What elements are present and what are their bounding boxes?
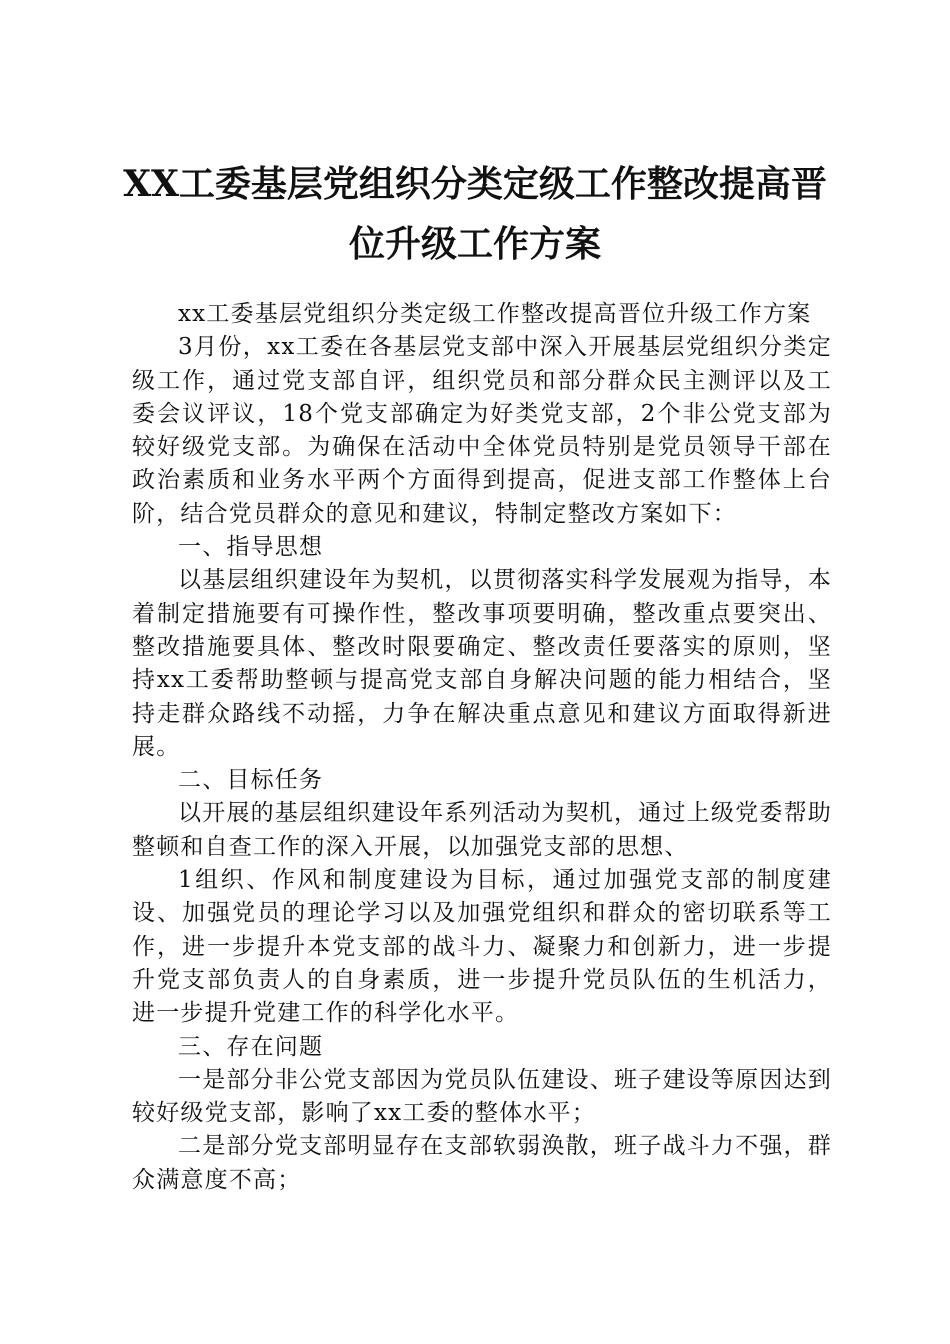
section-heading-problems: 三、存在问题 <box>178 1033 324 1060</box>
document-body <box>132 298 832 1197</box>
paragraph-goals-part-1: 以开展的基层组织建设年系列活动为契机，通过上级党委帮助整顿和自查工作的深入开展，以加强党支部的思想、 <box>132 800 832 860</box>
section-heading-goals: 二、目标任务 <box>178 767 324 794</box>
document-title-line-2: 位升级工作方案 <box>348 223 601 265</box>
paragraph-heading-repeat: xx工委基层党组织分类定级工作整改提高晋位升级工作方案 <box>178 301 812 327</box>
document-title-line-1: XX工委基层党组织分类定级工作整改提高晋 <box>123 163 827 205</box>
paragraph-problem-1: 一是部分非公党支部因为党员队伍建设、班子建设等原因达到较好级党支部，影响了xx工委的整体水平； <box>132 1066 832 1127</box>
paragraph-problem-2: 二是部分党支部明显存在支部软弱涣散，班子战斗力不强，群众满意度不高； <box>132 1133 832 1193</box>
paragraph-goals-part-2: 1组织、作风和制度建设为目标，通过加强党支部的制度建设、加强党员的理论学习以及加强党组织和群众的密切联系等工作，进一步提升本党支部的战斗力、凝聚力和创新力，进一步提升党支部负责人的自身素质，进一步提升党员队伍的生机活力，进一步提升党建工作的科学化水平。 <box>132 867 832 1027</box>
section-heading-guiding-thought: 一、指导思想 <box>178 534 324 561</box>
paragraph-intro: 3月份，xx工委在各基层党支部中深入开展基层党组织分类定级工作，通过党支部自评，组织党员和部分群众民主测评以及工委会议评议，18个党支部确定为好类党支部，2个非公党支部为较好级党支部。为确保在活动中全体党员特别是党员领导干部在政治素质和业务水平两个方面得到提高，促进支部工作整体上台阶，结合党员群众的意见和建议，特制定整改方案如下： <box>132 334 832 527</box>
paragraph-guiding-thought: 以基层组织建设年为契机，以贯彻落实科学发展观为指导，本着制定措施要有可操作性，整改事项要明确，整改重点要突出、整改措施要具体、整改时限要确定、整改责任要落实的原则，坚持xx工委帮助整顿与提高党支部自身解决问题的能力相结合，坚持走群众路线不动摇，力争在解决重点意见和建议方面取得新进展。 <box>132 567 832 760</box>
